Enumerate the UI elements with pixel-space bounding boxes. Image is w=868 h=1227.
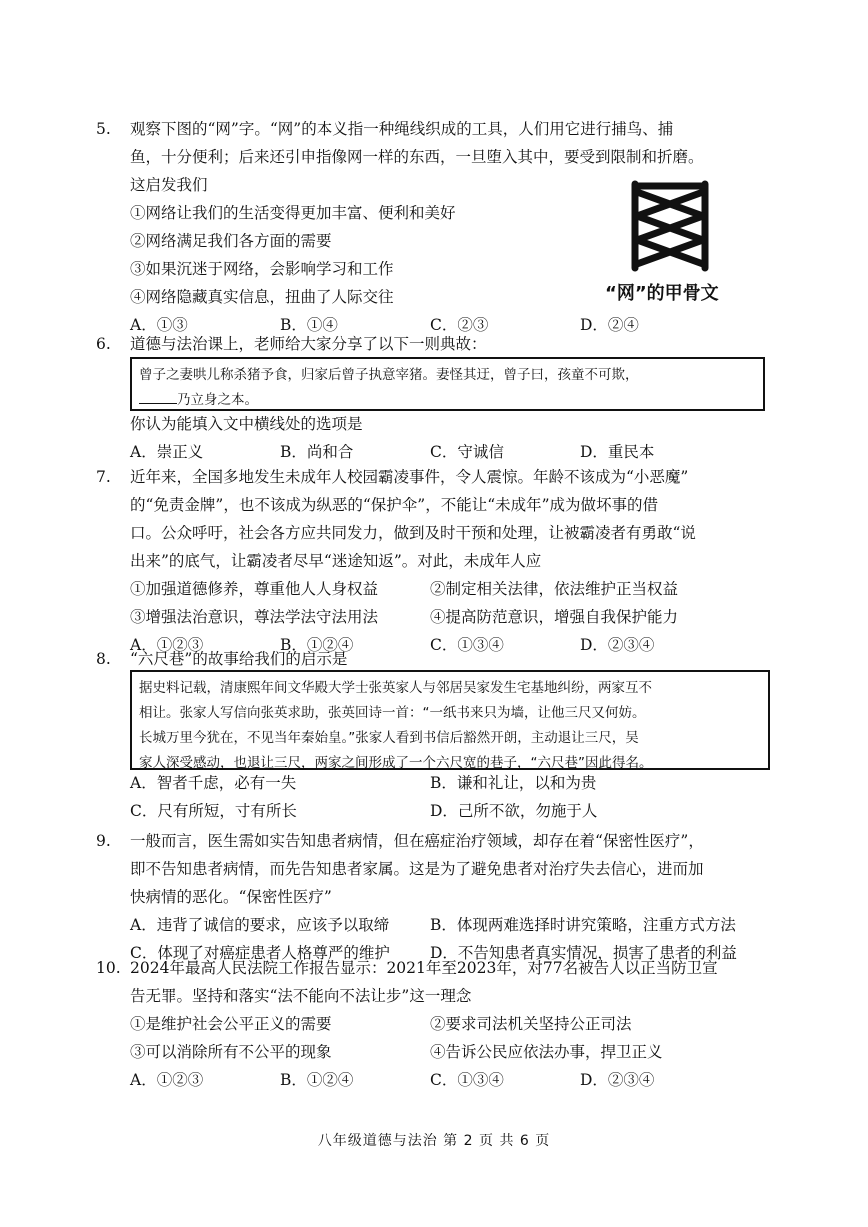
option-c[interactable]: C．体现了对癌症患者人格尊严的维护 bbox=[130, 944, 390, 962]
story-text: 家人深受感动，也退让三尺，两家之间形成了一个六尺宽的巷子，“六尺巷”因此得名。 bbox=[139, 755, 653, 771]
question-number: 5. bbox=[96, 120, 111, 138]
option-row bbox=[130, 1069, 730, 1091]
option-d[interactable]: D．重民本 bbox=[580, 443, 655, 461]
question-number: 10. bbox=[96, 959, 121, 977]
figure-caption: “网”的甲骨文 bbox=[605, 283, 719, 304]
question-number: 8. bbox=[96, 650, 111, 668]
question-stem: 快病情的恶化。“保密性医疗” bbox=[130, 888, 332, 906]
question-stem: 出来”的底气，让霸凌者尽早“迷途知返”。对此，未成年人应 bbox=[130, 552, 542, 570]
option-c[interactable]: C．①③④ bbox=[430, 1071, 504, 1089]
statement-item: ④提高防范意识，增强自我保护能力 bbox=[430, 608, 679, 626]
statement-row bbox=[130, 578, 730, 600]
question-stem: 口。公众呼吁，社会各方应共同发力，做到及时干预和处理，让被霸凌者有勇敢“说 bbox=[130, 524, 696, 542]
option-c[interactable]: C．②③ bbox=[430, 316, 489, 334]
option-d[interactable]: D．②③④ bbox=[580, 1071, 655, 1089]
question-number: 9. bbox=[96, 832, 111, 850]
option-a[interactable]: A．①③ bbox=[130, 316, 188, 334]
option-c[interactable]: C．①③④ bbox=[430, 636, 504, 654]
option-d[interactable]: D．②③④ bbox=[580, 636, 655, 654]
question-stem: 即不告知患者病情，而先告知患者家属。这是为了避免患者对治疗失去信心，进而加 bbox=[130, 860, 704, 878]
option-d[interactable]: D．不告知患者真实情况，损害了患者的利益 bbox=[430, 944, 737, 962]
story-text: 据史料记载，清康熙年间文华殿大学士张英家人与邻居吴家发生宅基地纠纷，两家互不 bbox=[139, 680, 652, 696]
option-b[interactable]: B．①②④ bbox=[280, 636, 354, 654]
statement-item: ④网络隐藏真实信息，扭曲了人际交往 bbox=[130, 288, 394, 306]
option-b[interactable]: B．尚和合 bbox=[280, 443, 354, 461]
story-box bbox=[130, 670, 770, 770]
question-stem: 观察下图的“网”字。“网”的本义指一种绳线织成的工具，人们用它进行捕鸟、捕 bbox=[130, 120, 674, 138]
option-row bbox=[130, 800, 730, 822]
question-stem: 近年来，全国多地发生未成年人校园霸凌事件，令人震惊。年龄不该成为“小恶魔” bbox=[130, 468, 689, 486]
option-d[interactable]: D．己所不欲，勿施于人 bbox=[430, 802, 598, 820]
option-row bbox=[130, 772, 730, 794]
question-prompt: 你认为能填入文中横线处的选项是 bbox=[130, 415, 363, 433]
statement-item: ②制定相关法律，依法维护正当权益 bbox=[430, 580, 679, 598]
story-text: 乃立身之本。 bbox=[177, 392, 258, 408]
question-stem: 的“免责金牌”，也不该成为纵恶的“保护伞”，不能让“未成年”成为做坏事的借 bbox=[130, 496, 659, 514]
oracle-bone-net-glyph bbox=[625, 178, 715, 273]
statement-item: ①是维护社会公平正义的需要 bbox=[130, 1015, 332, 1033]
option-b[interactable]: B．体现两难选择时讲究策略，注重方式方法 bbox=[430, 916, 736, 934]
question-stem: “六尺巷”的故事给我们的启示是 bbox=[130, 650, 348, 668]
question-number: 6. bbox=[96, 335, 111, 353]
oracle-bone-figure bbox=[605, 178, 745, 305]
statement-item: ③增强法治意识，尊法学法守法用法 bbox=[130, 608, 379, 626]
page-footer: 八年级道德与法治 第 2 页 共 6 页 bbox=[317, 1133, 551, 1149]
option-b[interactable]: B．①②④ bbox=[280, 1071, 354, 1089]
option-row bbox=[130, 441, 730, 463]
statement-row bbox=[130, 606, 730, 628]
option-b[interactable]: B．①④ bbox=[280, 316, 338, 334]
fill-blank bbox=[139, 389, 177, 404]
story-text: 长城万里今犹在，不见当年秦始皇。”张家人看到书信后豁然开朗，主动退让三尺，吴 bbox=[139, 730, 639, 746]
option-row bbox=[130, 914, 736, 936]
question-stem: 2024年最高人民法院工作报告显示：2021年至2023年，对77名被告人以正当防卫宣 bbox=[130, 959, 718, 977]
option-a[interactable]: A．智者千虑，必有一失 bbox=[130, 774, 297, 792]
question-stem: 这启发我们 bbox=[130, 176, 208, 194]
option-a[interactable]: A．①②③ bbox=[130, 636, 204, 654]
option-c[interactable]: C．尺有所短，寸有所长 bbox=[130, 802, 297, 820]
statement-item: ④告诉公民应依法办事，捍卫正义 bbox=[430, 1043, 663, 1061]
statement-item: ②要求司法机关坚持公正司法 bbox=[430, 1015, 632, 1033]
statement-row bbox=[130, 1013, 730, 1035]
question-stem: 告无罪。坚持和落实“法不能向不法让步”这一理念 bbox=[130, 987, 472, 1005]
option-a[interactable]: A．①②③ bbox=[130, 1071, 204, 1089]
story-text: 相让。张家人写信向张英求助，张英回诗一首：“一纸书来只为墙，让他三尺又何妨。 bbox=[139, 705, 646, 721]
option-a[interactable]: A．崇正义 bbox=[130, 443, 204, 461]
statement-item: ③如果沉迷于网络，会影响学习和工作 bbox=[130, 260, 394, 278]
option-d[interactable]: D．②④ bbox=[580, 316, 639, 334]
option-c[interactable]: C．守诚信 bbox=[430, 443, 504, 461]
statement-row bbox=[130, 1041, 730, 1063]
question-stem: 道德与法治课上，老师给大家分享了以下一则典故： bbox=[130, 335, 487, 353]
question-stem: 一般而言，医生需如实告知患者病情，但在癌症治疗领域，却存在着“保密性医疗”， bbox=[130, 832, 704, 850]
statement-item: ②网络满足我们各方面的需要 bbox=[130, 232, 332, 250]
statement-item: ①网络让我们的生活变得更加丰富、便利和美好 bbox=[130, 204, 456, 222]
story-box bbox=[130, 357, 765, 411]
story-text: 曾子之妻哄儿称杀猪予食，归家后曾子执意宰猪。妻怪其迂，曾子曰，孩童不可欺， bbox=[139, 367, 639, 383]
option-b[interactable]: B．谦和礼让，以和为贵 bbox=[430, 774, 597, 792]
question-number: 7. bbox=[96, 468, 111, 486]
question-stem: 鱼，十分便利；后来还引申指像网一样的东西，一旦堕入其中，要受到限制和折磨。 bbox=[130, 148, 704, 166]
option-a[interactable]: A．违背了诚信的要求，应该予以取缔 bbox=[130, 916, 390, 934]
statement-item: ①加强道德修养，尊重他人人身权益 bbox=[130, 580, 379, 598]
statement-item: ③可以消除所有不公平的现象 bbox=[130, 1043, 332, 1061]
